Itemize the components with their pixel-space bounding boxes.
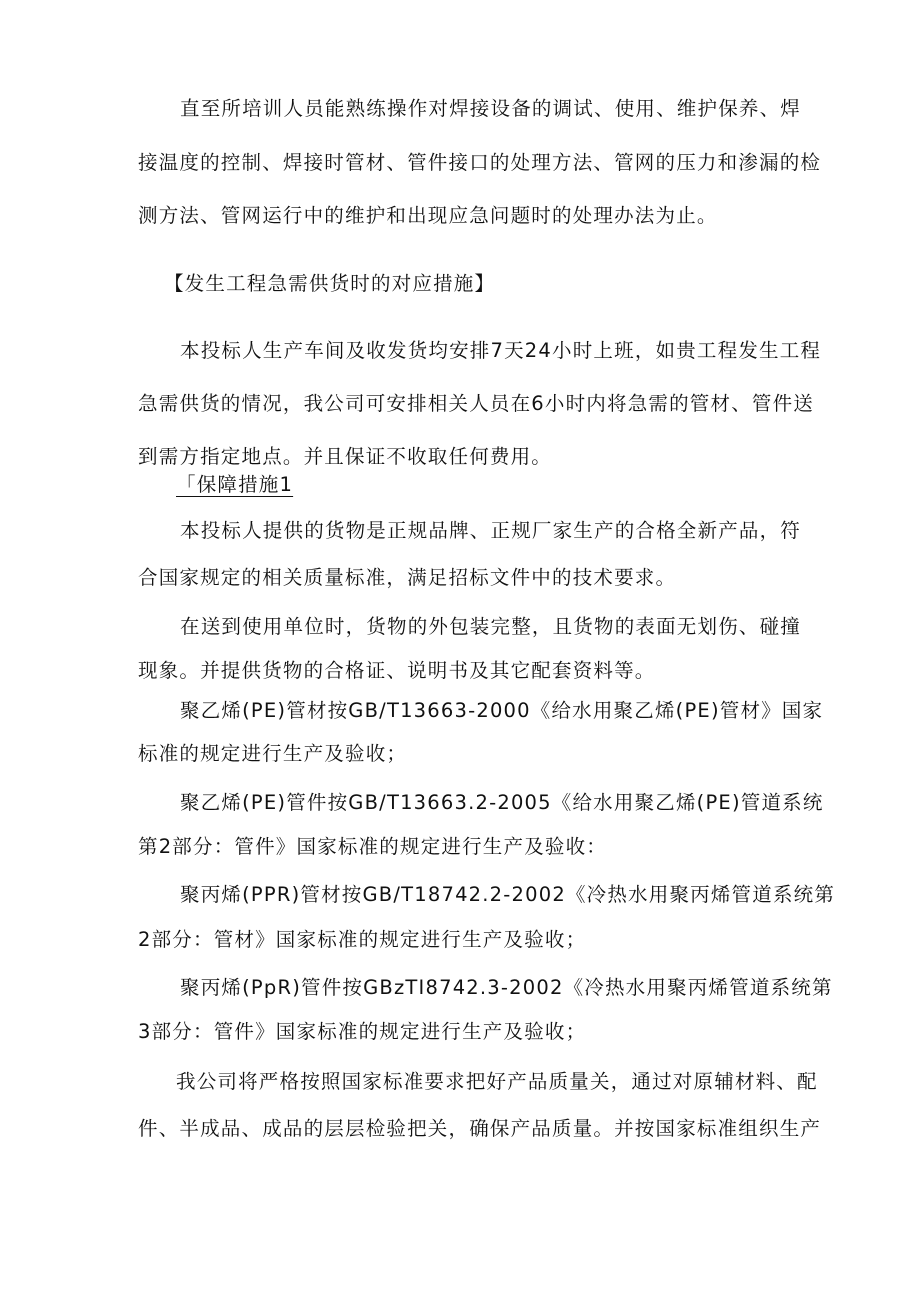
paragraph-urgent-line-2: 急需供货的情况，我公司可安排相关人员在6小时内将急需的管材、管件送 — [138, 392, 815, 415]
paragraph-training-line-2: 接温度的控制、焊接时管材、管件接口的处理方法、管网的压力和渗漏的检 — [138, 151, 822, 174]
heading-urgent-supply: 【发生工程急需供货时的对应措施】 — [164, 272, 496, 295]
paragraph-ppr-pipe-line-1: 聚丙烯(PPR)管材按GB/T18742.2-2002《冷热水用聚丙烯管道系统第 — [180, 883, 836, 906]
paragraph-goods-line-2: 合国家规定的相关质量标准，满足招标文件中的技术要求。 — [138, 566, 677, 589]
paragraph-training-line-1: 直至所培训人员能熟练操作对焊接设备的调试、使用、维护保养、焊 — [180, 97, 802, 120]
paragraph-pe-fitting-line-1: 聚乙烯(PE)管件按GB/T13663.2-2005《给水用聚乙烯(PE)管道系统 — [180, 791, 824, 814]
paragraph-ppr-fitting-line-2: 3部分：管件》国家标准的规定进行生产及验收； — [138, 1020, 587, 1043]
paragraph-pe-pipe-line-2: 标准的规定进行生产及验收； — [138, 742, 408, 765]
paragraph-ppr-fitting-line-1: 聚丙烯(PpR)管件按GBzTI8742.3-2002《冷热水用聚丙烯管道系统第 — [180, 976, 833, 999]
paragraph-urgent-line-1: 本投标人生产车间及收发货均安排7天24小时上班，如贵工程发生工程 — [180, 339, 822, 362]
paragraph-pe-fitting-line-2: 第2部分：管件》国家标准的规定进行生产及验收： — [138, 835, 608, 858]
paragraph-quality-line-2: 件、半成品、成品的层层检验把关，确保产品质量。并按国家标准组织生产 — [138, 1117, 822, 1140]
paragraph-training-line-3: 测方法、管网运行中的维护和出现应急问题时的处理办法为止。 — [138, 204, 718, 227]
paragraph-delivery-line-1: 在送到使用单位时，货物的外包装完整，且货物的表面无划伤、碰撞 — [180, 615, 802, 638]
paragraph-pe-pipe-line-1: 聚乙烯(PE)管材按GB/T13663-2000《给水用聚乙烯(PE)管材》国家 — [180, 699, 824, 722]
paragraph-goods-line-1: 本投标人提供的货物是正规品牌、正规厂家生产的合格全新产品，符 — [180, 519, 802, 542]
paragraph-urgent-line-3: 到需方指定地点。并且保证不收取任何费用。 — [138, 445, 553, 468]
paragraph-delivery-line-2: 现象。并提供货物的合格证、说明书及其它配套资料等。 — [138, 659, 656, 682]
paragraph-ppr-pipe-line-2: 2部分：管材》国家标准的规定进行生产及验收； — [138, 928, 587, 951]
paragraph-quality-line-1: 我公司将严格按照国家标准要求把好产品质量关，通过对原辅材料、配 — [176, 1070, 818, 1093]
heading-guarantee-measures: 「保障措施1 — [176, 473, 294, 496]
